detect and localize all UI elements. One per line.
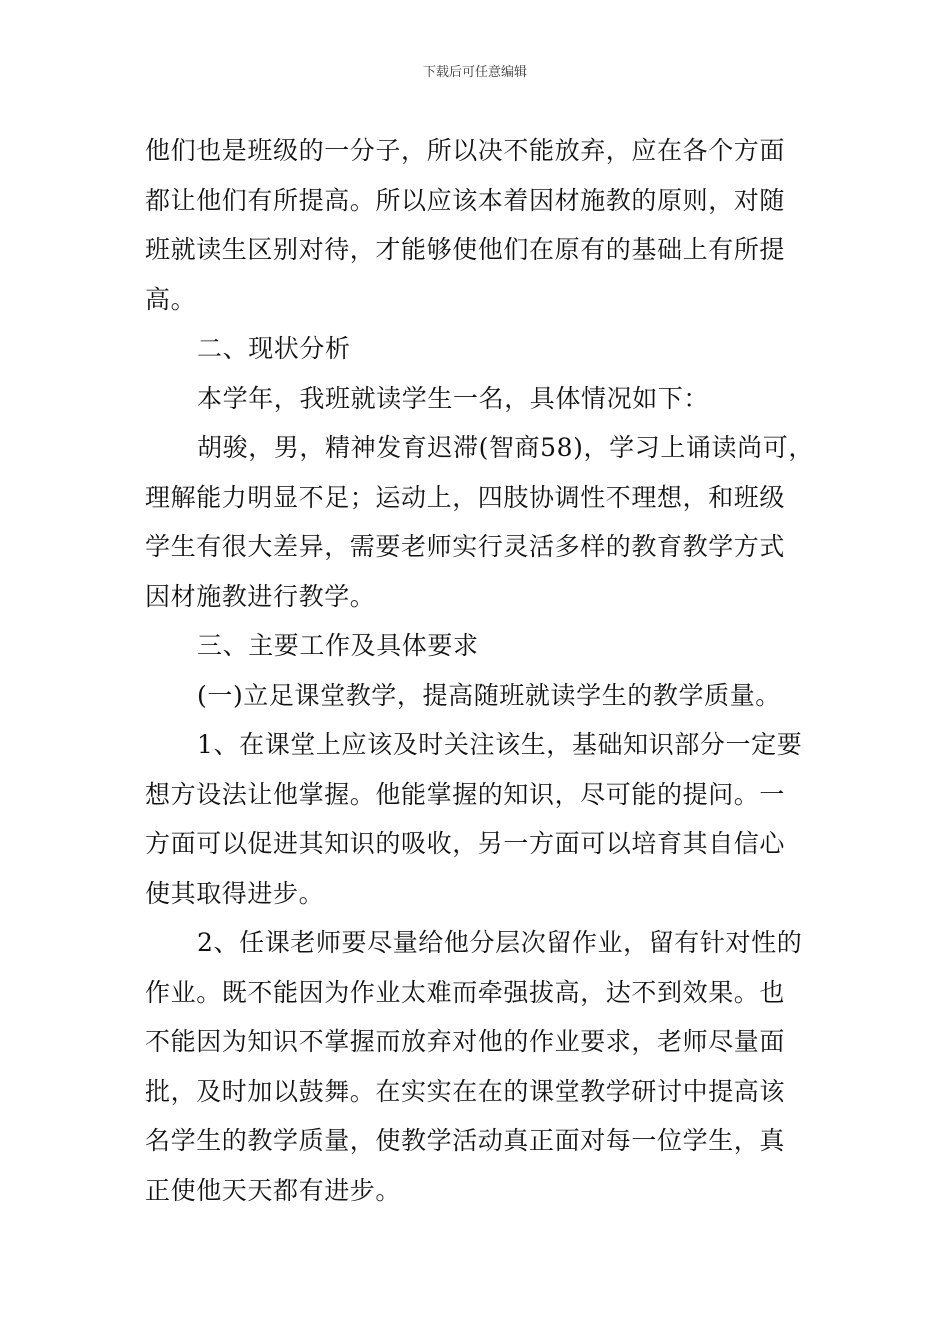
text-line: 正使他天天都有进步。: [145, 1175, 402, 1205]
subsection-heading: (一)立足课堂教学，提高随班就读学生的教学质量。: [197, 680, 781, 710]
text-line: 学生有很大差异，需要老师实行灵活多样的教育教学方式: [145, 532, 786, 561]
text-line: 因材施教进行教学。: [145, 581, 376, 611]
text-line: 批，及时加以鼓舞。在实实在在的课堂教学研讨中提高该: [145, 1076, 786, 1106]
text-line: 班就读生区别对待，才能够使他们在原有的基础上有所提: [145, 235, 786, 264]
page-header: 下载后可任意编辑: [422, 65, 527, 80]
text-line: 他们也是班级的一分子，所以决不能放弃，应在各个方面: [145, 136, 786, 165]
text-line: 高。: [145, 284, 197, 314]
text-line: 本学年，我班就读学生一名，具体情况如下：: [197, 383, 710, 413]
text-line: 名学生的教学质量，使教学活动真正面对每一位学生，真: [145, 1126, 786, 1155]
text-line: 作业。既不能因为作业太难而牵强拔高，达不到效果。也: [145, 977, 786, 1007]
text-line: 都让他们有所提高。所以应该本着因材施教的原则，对随: [145, 185, 786, 215]
text-line: 使其取得进步。: [145, 878, 325, 908]
section-heading: 二、现状分析: [197, 334, 351, 363]
text-line: 理解能力明显不足；运动上，四肢协调性不理想，和班级: [145, 482, 786, 512]
text-line: 想方设法让他掌握。他能掌握的知识，尽可能的提问。一: [145, 779, 786, 809]
text-line: 2、任课老师要尽量给他分层次留作业，留有针对性的: [197, 928, 803, 957]
text-line: 胡骏，男，精神发育迟滞(智商58)，学习上诵读尚可，: [197, 433, 814, 462]
text-line: 1、在课堂上应该及时关注该生，基础知识部分一定要: [197, 730, 803, 759]
document-body: [145, 126, 820, 1215]
text-line: 方面可以促进其知识的吸收，另一方面可以培育其自信心: [145, 829, 786, 858]
section-heading: 三、主要工作及具体要求: [197, 631, 479, 660]
text-line: 不能因为知识不掌握而放弃对他的作业要求，老师尽量面: [145, 1027, 786, 1056]
